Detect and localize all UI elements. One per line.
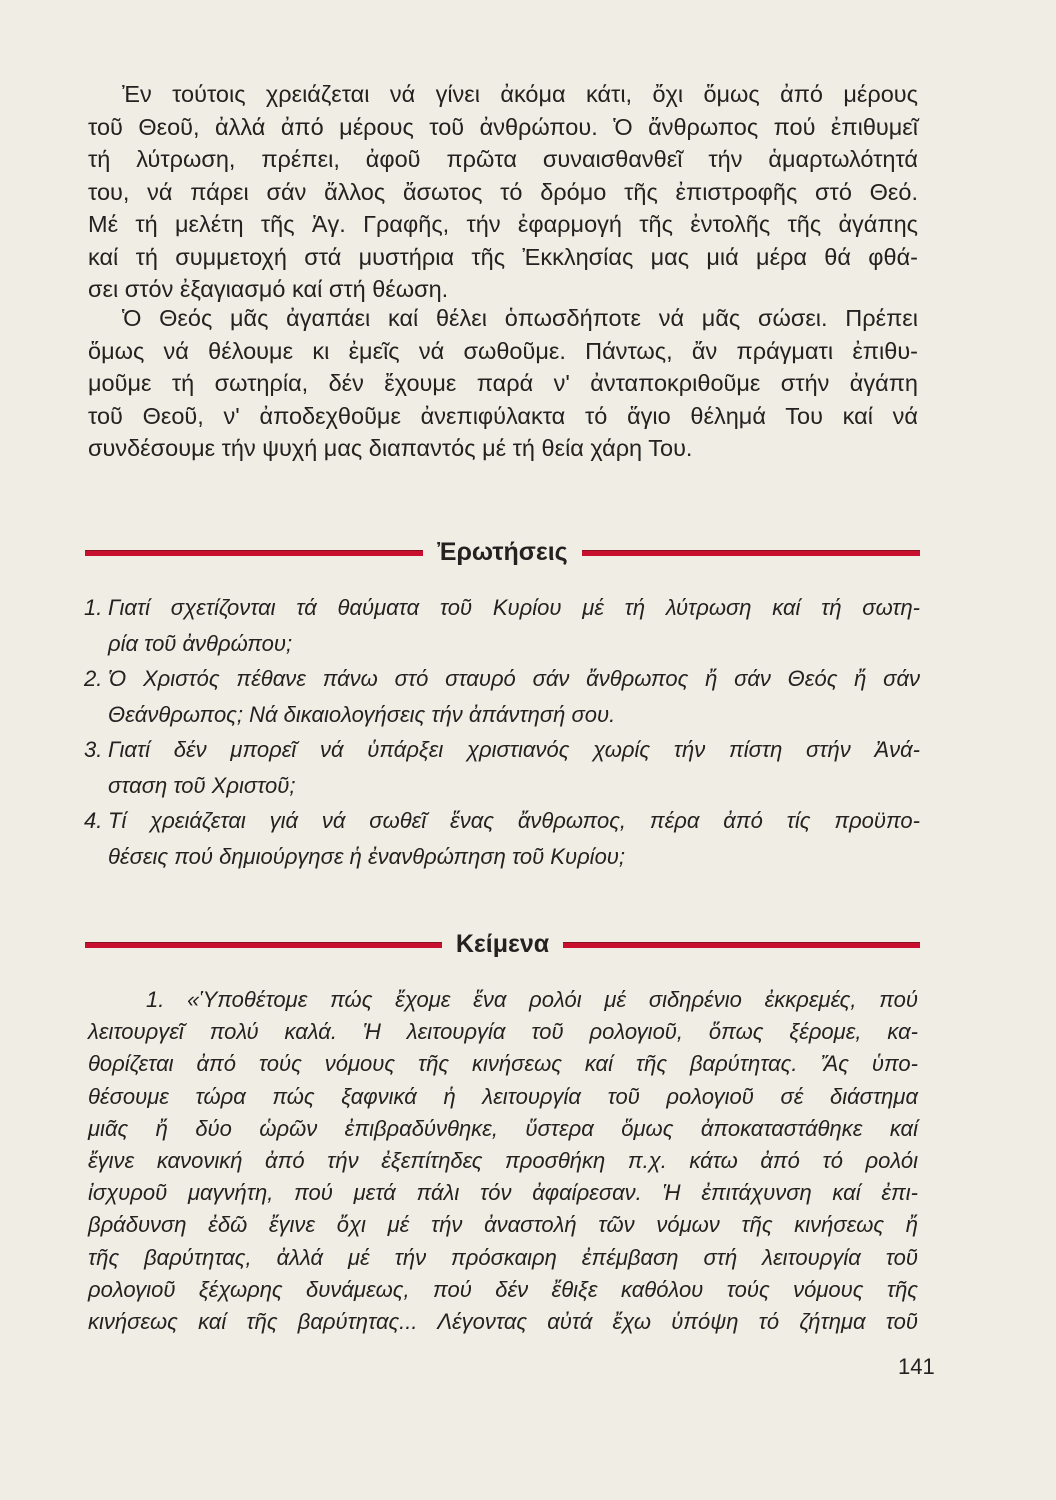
questions-list [84, 590, 920, 874]
text-line: συνδέσουμε τήν ψυχή μας διαπαντός μέ τή θεία χάρη Του. [88, 435, 693, 461]
text-line: Μέ τή μελέτη τῆς Ἁγ. Γραφῆς, τήν ἐφαρμογή τῆς ἐντολῆς τῆς ἀγάπης [88, 211, 918, 237]
question-3 [84, 732, 920, 768]
text-line: μοῦμε τή σωτηρία, δέν ἔχουμε παρά ν' ἀνταποκριθοῦμε στήν ἀγάπη [88, 370, 918, 396]
question-1-cont: ρία τοῦ ἀνθρώπου; [108, 630, 293, 656]
question-4 [84, 803, 920, 839]
red-rule-right [582, 550, 920, 556]
texts-title: Κείμενα [455, 930, 550, 958]
text-line: Ἐν τούτοις χρειάζεται νά γίνει ἀκόμα κάτι, ὄχι ὅμως ἀπό μέρους [122, 81, 918, 107]
text-line: σει στόν ἐξαγιασμό καί στή θέωση. [88, 276, 449, 302]
question-1 [84, 590, 920, 626]
questions-title: Ἐρωτήσεις [437, 538, 568, 566]
question-2-cont: Θεάνθρωπος; Νά δικαιολογήσεις τήν ἀπάντησή σου. [108, 701, 616, 727]
question-number: 3. [84, 737, 103, 762]
question-2 [84, 661, 920, 697]
text-line: καί τή συμμετοχή στά μυστήρια τῆς Ἐκκλησίας μας μιά μέρα θά φθά- [88, 243, 918, 270]
red-rule-left [85, 550, 423, 556]
text-line: τή λύτρωση, πρέπει, ἀφοῦ πρῶτα συναισθανθεῖ τήν ἁμαρτωλότητά [88, 146, 918, 172]
question-4-cont: θέσεις πού δημιούργησε ἡ ἐνανθρώπηση τοῦ Κυρίου; [108, 843, 626, 869]
text-line: ὅμως νά θέλουμε κι ἐμεῖς νά σωθοῦμε. Πάντως, ἄν πράγματι ἐπιθυ- [88, 337, 918, 364]
text-line: βράδυνση ἐδῶ ἔγινε ὄχι μέ τήν ἀναστολή τῶν νόμων τῆς κινήσεως ἤ [88, 1212, 918, 1238]
text-line: θορίζεται ἀπό τούς νόμους τῆς κινήσεως καί τῆς βαρύτητας. Ἄς ὑπο- [88, 1051, 918, 1077]
text-line: του, νά πάρει σάν ἄλλος ἄσωτος τό δρόμο τῆς ἐπιστροφῆς στό Θεό. [88, 178, 918, 205]
texts-heading [85, 930, 920, 959]
text-line: λειτουργεῖ πολύ καλά. Ἡ λειτουργία τοῦ ρολογιοῦ, ὅπως ξέρομε, κα- [88, 1019, 918, 1045]
paragraph-2 [88, 302, 918, 465]
question-text: Τί χρειάζεται γιά νά σωθεῖ ἕνας ἄνθρωπος, πέρα ἀπό τίς προϋπο- [108, 808, 920, 833]
paragraph-1 [88, 78, 918, 306]
text-line: κινήσεως καί τῆς βαρύτητας... Λέγοντας αὐτά ἔχω ὑπόψη τό ζήτημα τοῦ [88, 1308, 918, 1334]
text-line: μιᾶς ἤ δύο ὡρῶν ἐπιβραδύνθηκε, ὕστερα ὅμως ἀποκαταστάθηκε καί [88, 1115, 918, 1141]
question-number: 2. [84, 666, 103, 691]
red-rule-left [85, 942, 442, 948]
text-line: θέσουμε τώρα πώς ξαφνικά ἡ λειτουργία τοῦ ρολογιοῦ σέ διάστημα [88, 1083, 918, 1109]
question-number: 4. [84, 808, 103, 833]
questions-heading [85, 538, 920, 567]
texts-excerpt [88, 984, 918, 1338]
red-rule-right [563, 942, 920, 948]
text-line: Ὁ Θεός μᾶς ἀγαπάει καί θέλει ὁπωσδήποτε νά μᾶς σώσει. Πρέπει [122, 305, 918, 331]
question-text: Γιατί σχετίζονται τά θαύματα τοῦ Κυρίου μέ τή λύτρωση καί τή σωτη- [108, 595, 920, 620]
question-text: Ὁ Χριστός πέθανε πάνω στό σταυρό σάν ἄνθρωπος ἤ σάν Θεός ἤ σάν [108, 666, 920, 691]
text-line: τοῦ Θεοῦ, ν' ἀποδεχθοῦμε ἀνεπιφύλακτα τό ἅγιο θέλημά Του καί νά [88, 402, 918, 429]
text-line: ρολογιοῦ ξέχωρης δυνάμεως, πού δέν ἔθιξε καθόλου τούς νόμους τῆς [88, 1276, 918, 1302]
text-line: ἰσχυροῦ μαγνήτη, πού μετά πάλι τόν ἀφαίρεσαν. Ἡ ἐπιτάχυνση καί ἐπι- [88, 1180, 918, 1206]
text-line: 1. «Ὑποθέτομε πώς ἔχομε ἕνα ρολόι μέ σιδηρένιο ἐκκρεμές, πού [146, 987, 918, 1012]
text-line: ἔγινε κανονική ἀπό τήν ἐξεπίτηδες προσθήκη π.χ. κάτω ἀπό τό ρολόι [88, 1147, 918, 1173]
page-number: 141 [898, 1354, 935, 1379]
text-line: τοῦ Θεοῦ, ἀλλά ἀπό μέρους τοῦ ἀνθρώπου. Ὁ ἄνθρωπος πού ἐπιθυμεῖ [88, 113, 918, 140]
question-text: Γιατί δέν μπορεῖ νά ὑπάρξει χριστιανός χωρίς τήν πίστη στήν Ἀνά- [108, 737, 920, 762]
text-line: τῆς βαρύτητας, ἀλλά μέ τήν πρόσκαιρη ἐπέμβαση στή λειτουργία τοῦ [88, 1244, 918, 1270]
question-3-cont: σταση τοῦ Χριστοῦ; [108, 772, 296, 798]
question-number: 1. [84, 595, 103, 620]
